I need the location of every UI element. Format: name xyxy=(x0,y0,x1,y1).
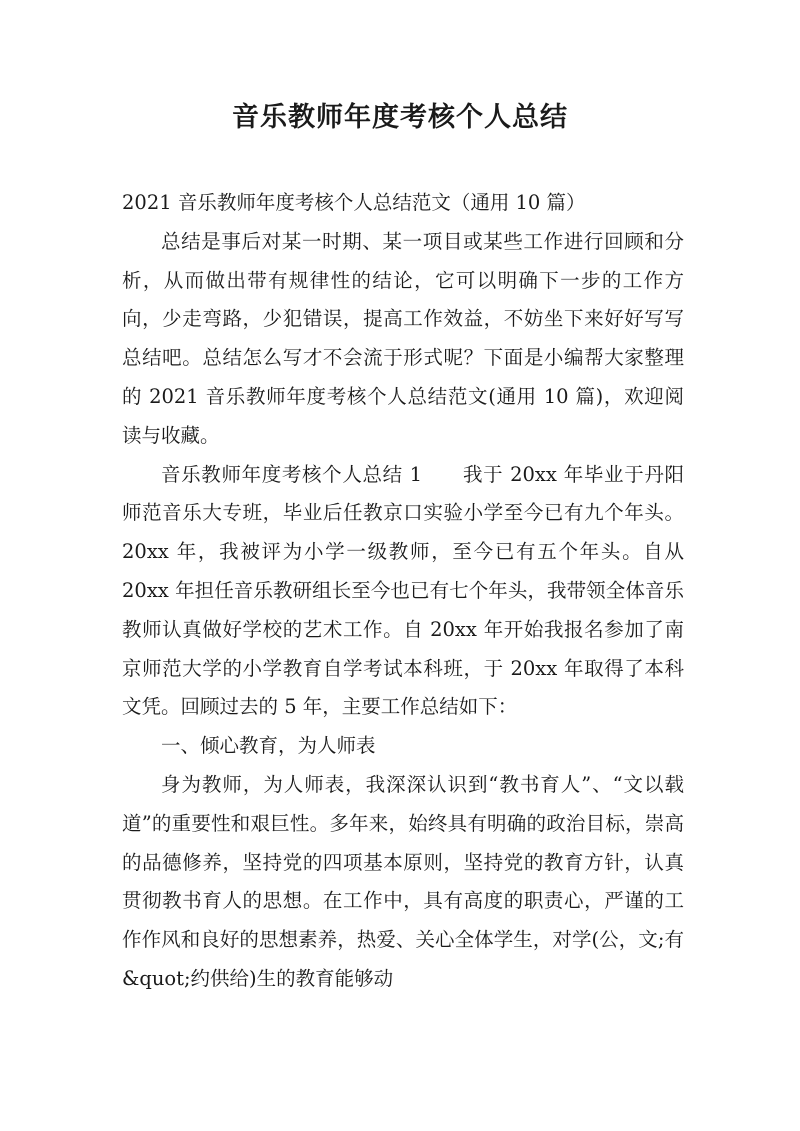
document-title: 音乐教师年度考核个人总结 xyxy=(232,102,568,133)
intro-paragraph: 总结是事后对某一时期、某一项目或某些工作进行回顾和分析，从而做出带有规律性的结论，它可以明确下一步的工作方向，少走弯路，少犯错误，提高工作效益，不妨坐下来好好写写总结吧。总结怎么写才不会流于形式呢？下面是小编帮大家整理的 2021 音乐教师年度考核个人总结范文(通用 10 篇)，欢迎阅读与收藏。 xyxy=(122,229,684,447)
subtitle-paragraph: 2021 音乐教师年度考核个人总结范文（通用 10 篇） xyxy=(122,191,586,214)
section-paragraph: 身为教师，为人师表，我深深认识到“教书育人”、“文以载道”的重要性和艰巨性。多年来，始终具有明确的政治目标，崇高的品德修养，坚持党的四项基本原则，坚持党的教育方针，认真贯彻教书育人的思想。在工作中，具有高度的职责心，严谨的工作作风和良好的思想素养，热爱、关心全体学生，对学(公，文;有&quot;约供给)生的教育能够动 xyxy=(122,772,684,990)
document-body xyxy=(122,184,684,999)
section-heading: 一、倾心教育，为人师表 xyxy=(161,734,376,758)
summary-1-paragraph: 音乐教师年度考核个人总结 1 我于 20xx 年毕业于丹阳师范音乐大专班，毕业后任教京口实验小学至今已有九个年头。20xx 年，我被评为小学一级教师，至今已有五个年头。自从 20xx 年担任音乐教研组长至今也已有七个年头，我带领全体音乐教师认真做好学校的艺术工作。自 20xx 年开始我报名参加了南京师范大学的小学教育自学考试本科班，于 20xx 年取得了本科文凭。回顾过去的 5 年，主要工作总结如下： xyxy=(122,462,684,719)
